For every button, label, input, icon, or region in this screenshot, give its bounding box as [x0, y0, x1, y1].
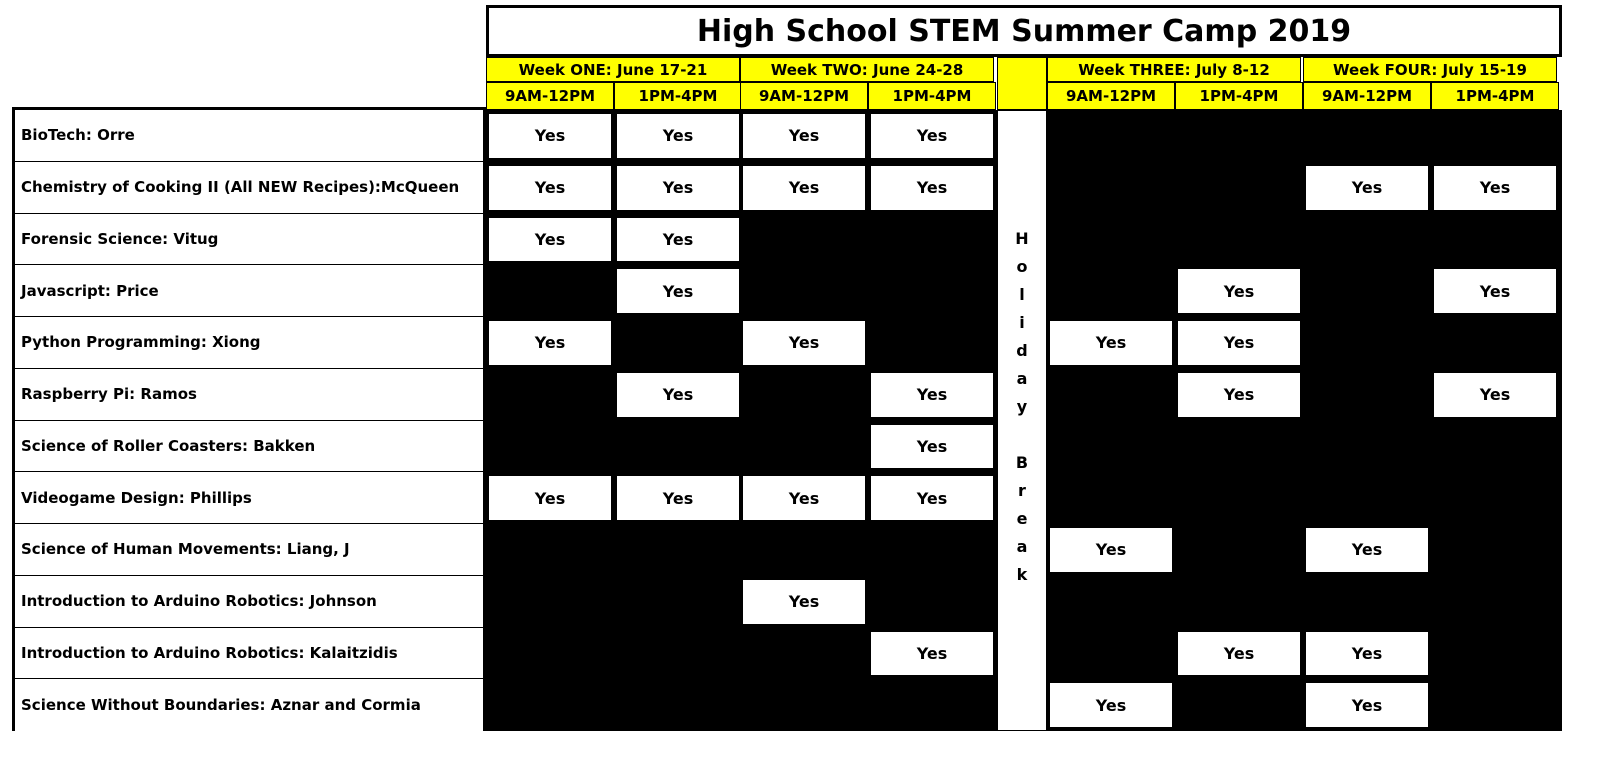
week-header: Week FOUR: July 15-19	[1303, 57, 1557, 82]
yes-cell: Yes	[1050, 321, 1172, 365]
holiday-break-column	[997, 110, 1047, 731]
yes-cell: Yes	[489, 476, 611, 520]
yes-cell: Yes	[871, 114, 993, 158]
holiday-letter: r	[1018, 481, 1026, 500]
holiday-letter: y	[1016, 397, 1028, 416]
course-label: BioTech: Orre	[15, 110, 483, 162]
page-title: High School STEM Summer Camp 2019	[486, 5, 1562, 57]
course-label: Science of Roller Coasters: Bakken	[15, 421, 483, 473]
yes-cell: Yes	[617, 373, 739, 417]
course-label: Videogame Design: Phillips	[15, 472, 483, 524]
time-slot-header: 9AM-12PM	[486, 82, 614, 110]
time-slot-header: 1PM-4PM	[1431, 82, 1559, 110]
yes-cell: Yes	[1306, 683, 1428, 727]
course-label: Science of Human Movements: Liang, J	[15, 524, 483, 576]
holiday-letter: H	[1015, 229, 1029, 248]
course-label: Python Programming: Xiong	[15, 317, 483, 369]
yes-cell: Yes	[871, 476, 993, 520]
yes-cell: Yes	[743, 476, 865, 520]
yes-cell: Yes	[1050, 528, 1172, 572]
yes-cell: Yes	[871, 166, 993, 210]
yes-cell: Yes	[1178, 321, 1300, 365]
holiday-letter: a	[1016, 537, 1028, 556]
course-label: Forensic Science: Vitug	[15, 214, 483, 266]
yes-cell: Yes	[743, 321, 865, 365]
course-label: Science Without Boundaries: Aznar and Cormia	[15, 679, 483, 731]
holiday-letter: B	[1015, 453, 1029, 472]
holiday-header-cell	[997, 57, 1047, 110]
yes-cell: Yes	[617, 114, 739, 158]
time-slot-header: 9AM-12PM	[1303, 82, 1431, 110]
course-label: Chemistry of Cooking II (All NEW Recipes):McQueen	[15, 162, 483, 214]
time-slot-header: 1PM-4PM	[868, 82, 996, 110]
holiday-letter: o	[1016, 257, 1028, 276]
course-label: Javascript: Price	[15, 265, 483, 317]
yes-cell: Yes	[1434, 269, 1556, 313]
yes-cell: Yes	[489, 166, 611, 210]
yes-cell: Yes	[1178, 632, 1300, 676]
holiday-letter: e	[1016, 509, 1028, 528]
yes-cell: Yes	[1306, 166, 1428, 210]
week-header: Week TWO: June 24-28	[740, 57, 994, 82]
holiday-letter: d	[1016, 341, 1028, 360]
yes-cell: Yes	[489, 321, 611, 365]
yes-cell: Yes	[489, 218, 611, 262]
course-label: Introduction to Arduino Robotics: Johnson	[15, 576, 483, 628]
holiday-letter: l	[1019, 285, 1025, 304]
yes-cell: Yes	[1178, 373, 1300, 417]
course-label: Raspberry Pi: Ramos	[15, 369, 483, 421]
yes-cell: Yes	[743, 580, 865, 624]
time-slot-header: 1PM-4PM	[614, 82, 742, 110]
yes-cell: Yes	[617, 269, 739, 313]
yes-cell: Yes	[617, 218, 739, 262]
yes-cell: Yes	[1050, 683, 1172, 727]
week-header: Week ONE: June 17-21	[486, 57, 740, 82]
yes-cell: Yes	[1306, 632, 1428, 676]
yes-cell: Yes	[743, 114, 865, 158]
yes-cell: Yes	[871, 632, 993, 676]
holiday-letter: i	[1019, 313, 1025, 332]
yes-cell: Yes	[871, 425, 993, 469]
yes-cell: Yes	[871, 373, 993, 417]
yes-cell: Yes	[1178, 269, 1300, 313]
yes-cell: Yes	[617, 476, 739, 520]
yes-cell: Yes	[1434, 373, 1556, 417]
yes-cell: Yes	[489, 114, 611, 158]
time-slot-header: 9AM-12PM	[1047, 82, 1175, 110]
holiday-letter: k	[1016, 565, 1028, 584]
yes-cell: Yes	[1434, 166, 1556, 210]
yes-cell: Yes	[1306, 528, 1428, 572]
course-list	[12, 107, 486, 731]
holiday-letter: a	[1016, 369, 1028, 388]
time-slot-header: 9AM-12PM	[740, 82, 868, 110]
time-slot-header: 1PM-4PM	[1175, 82, 1303, 110]
yes-cell: Yes	[617, 166, 739, 210]
week-header: Week THREE: July 8-12	[1047, 57, 1301, 82]
course-label: Introduction to Arduino Robotics: Kalaitzidis	[15, 628, 483, 680]
yes-cell: Yes	[743, 166, 865, 210]
